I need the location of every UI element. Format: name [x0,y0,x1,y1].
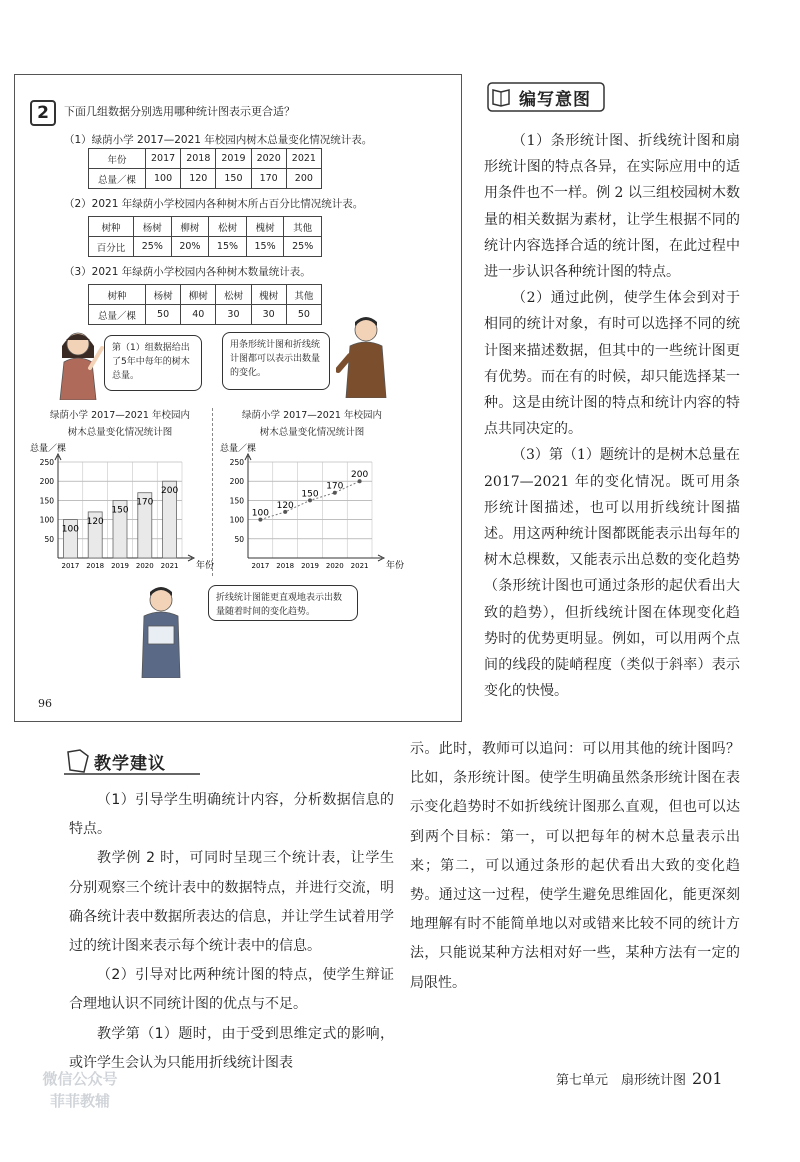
table-cell: 30 [216,305,251,325]
table-cell: 25% [134,237,172,257]
x-tick-label: 2017 [61,562,80,570]
watermark [20,1068,140,1112]
table-cell: 年份 [89,149,146,169]
table-cell: 其他 [284,217,322,237]
table-cell: 槐树 [251,285,286,305]
paragraph: 教学例 2 时，可同时呈现三个统计表，让学生分别观察三个统计表中的数据特点，并进行交流，明确各统计表中数据所表达的信息，并让学生试着用学过的统计图来表示每个统计表中的信息。 [69,850,394,955]
page-footer [556,1069,723,1088]
table-cell: 柳树 [181,285,216,305]
table-cell: 柳树 [171,217,209,237]
table-cell: 树种 [89,285,146,305]
table1-header-row [89,149,322,169]
table1 [88,148,322,189]
line-chart-title-line2: 树木总量变化情况统计图 [259,427,365,438]
unit-title: 第七单元 扇形统计图 [556,1073,687,1088]
line-chart-title-line1: 绿荫小学 2017—2021 年校园内 [242,410,382,421]
y-axis-label: 总量／棵 [220,444,257,454]
bar-chart-title [40,407,200,441]
example-question: 下面几组数据分别选用哪种统计图表示更合适？ [64,105,295,118]
textbook-page-number: 96 [38,697,52,710]
paragraph: （1）条形统计图、折线统计图和扇形统计图的特点各异，在实际应用中的适用条件也不一样。例 2 以三组校园树木数量的相关数据为素材，让学生根据不同的统计内容选择合适的统计图，在此过程中进一步认识各种统计图的特点。 [484,133,740,281]
table-cell: 50 [146,305,181,325]
page-number: 201 [692,1069,723,1088]
teaching-heading [62,746,202,776]
table2 [88,216,322,257]
table3 [88,284,322,325]
data-label: 100 [251,508,269,519]
table-cell: 总量／棵 [89,305,146,325]
paragraph: （3）第（1）题统计的是树木总量在 2017—2021 年的变化情况。既可用条形统计图描述，也可以用折线统计图描述。用这两种统计图都既能表示出每年的树木总棵数，又能表示出总数的变化趋势（条形统计图也可通过条形的起伏看出大致的趋势），但折线统计图在体现变化趋势时的优势更明显。例如，可以用两个点间的线段的陡峭程度（类似于斜率）表示变化的快慢。 [484,447,740,700]
data-label: 100 [61,524,79,535]
table-cell: 15% [209,237,247,257]
boy-with-book-illustration [130,582,192,678]
data-label: 120 [276,500,294,511]
bar-chart-title-line2: 树木总量变化情况统计图 [67,427,173,438]
x-tick-label: 2020 [325,562,344,570]
y-tick-label: 250 [229,458,244,467]
girl-speech-bubble: 第（1）组数据给出了5年中每年的树木总量。 [104,335,202,391]
design-intent-body [484,128,740,704]
table-cell: 其他 [286,285,321,305]
x-tick-label: 2021 [160,562,179,570]
teaching-continuation: 示。此时，教师可以追问：可以用其他的统计图吗？比如，条形统计图。使学生明确虽然条形统计图在表示变化趋势时不如折线统计图那么直观，但也可以达到两个目标：第一，可以把每年的树木总量表示出来；第二，可以通过条形的起伏看出大致的变化趋势。通过这一过程，使学生避免思维固化，能更深刻地理解有时不能简单地以对或错来比较不同的统计方法，只能说某种方法相对好一些，某种方法有一定的局限性。 [410,741,740,991]
x-tick-label: 2018 [276,562,295,570]
watermark-line1: 微信公众号 [42,1070,118,1088]
y-tick-label: 150 [39,496,54,506]
data-label: 150 [111,505,129,516]
bottom-speech-bubble: 折线统计图能更直观地表示出数量随着时间的变化趋势。 [208,585,358,621]
table-cell: 2018 [181,149,216,169]
x-tick-label: 2019 [111,562,129,570]
y-tick-label: 200 [39,477,54,487]
paragraph: （2）通过此例，使学生体会到对于相同的统计对象，有时可以选择不同的统计图来描述数据，但其中的一些统计图更有优势。而在有的时候，却只能选择某一种。这是由统计图的特点和统计内容的特点共同决定的。 [484,290,740,438]
table-cell: 200 [286,169,321,189]
data-label: 170 [136,497,154,508]
data-label: 120 [86,516,104,527]
x-axis-label: 年份 [196,561,214,571]
paragraph: 教学第（1）题时，由于受到思维定式的影响，或许学生会认为只能用折线统计图表 [69,1025,394,1071]
line-chart [218,440,414,576]
table-cell: 50 [286,305,321,325]
x-tick-label: 2020 [135,562,154,570]
table-cell: 30 [251,305,286,325]
table-cell: 2017 [146,149,181,169]
table-cell: 170 [251,169,286,189]
boy-speech-bubble: 用条形统计图和折线统计图都可以表示出数量的变化。 [222,332,330,390]
y-tick-label: 50 [44,534,54,544]
data-label: 200 [351,470,369,481]
table-cell: 松树 [216,285,251,305]
bar-chart-title-line1: 绿荫小学 2017—2021 年校园内 [50,410,190,421]
notebook-icon [68,750,88,772]
table-cell: 杨树 [146,285,181,305]
y-tick-label: 100 [39,515,54,525]
line-chart-title [232,407,392,441]
teaching-heading-text: 教学建议 [94,754,166,774]
y-tick-label: 200 [229,477,244,487]
x-tick-label: 2021 [350,562,369,570]
table-cell: 40 [181,305,216,325]
table-cell: 杨树 [134,217,172,237]
table3-header-row [89,285,322,305]
data-label: 150 [301,489,319,500]
table2-header-row [89,217,322,237]
table-cell: 树种 [89,217,134,237]
table-cell: 总量／棵 [89,169,146,189]
table-cell: 松树 [209,217,247,237]
bar-chart [28,440,214,576]
table-cell: 15% [246,237,284,257]
y-tick-label: 250 [39,458,54,467]
table-cell: 100 [146,169,181,189]
girl-illustration [50,318,106,400]
table-cell: 槐树 [246,217,284,237]
paragraph: （1）引导学生明确统计内容，分析数据信息的特点。 [69,792,394,838]
y-tick-label: 150 [229,496,244,506]
data-label: 200 [161,486,179,497]
table1-data-row [89,169,322,189]
table-cell: 2021 [286,149,321,169]
x-tick-label: 2018 [86,562,105,570]
table-cell: 120 [181,169,216,189]
teaching-body [69,786,394,1078]
example-number-badge: 2 [30,100,56,126]
table-cell: 百分比 [89,237,134,257]
table-cell: 2020 [251,149,286,169]
x-tick-label: 2017 [251,562,270,570]
y-axis-label: 总量／棵 [30,444,67,454]
paragraph: （2）引导对比两种统计图的特点，使学生辩证合理地认识不同统计图的优点与不足。 [69,967,394,1013]
x-tick-label: 2019 [301,562,319,570]
table3-caption: （3）2021 年绿荫小学校园内各种树木数量统计表。 [64,266,311,278]
table2-caption: （2）2021 年绿荫小学校园内各种树木所占百分比情况统计表。 [64,198,364,210]
table-cell: 2019 [216,149,251,169]
boy-illustration [336,312,396,398]
table-cell: 25% [284,237,322,257]
design-intent-heading-text: 编写意图 [519,90,591,110]
y-tick-label: 50 [234,534,244,544]
table2-data-row [89,237,322,257]
table-cell: 150 [216,169,251,189]
data-label: 170 [326,481,344,492]
x-axis-label: 年份 [386,561,405,571]
y-tick-label: 100 [229,515,244,525]
design-intent-heading [487,82,605,112]
table1-caption: （1）绿荫小学 2017—2021 年校园内树木总量变化情况统计表。 [64,134,373,146]
table-cell: 20% [171,237,209,257]
watermark-line2: 菲菲教辅 [49,1092,110,1110]
table3-data-row [89,305,322,325]
